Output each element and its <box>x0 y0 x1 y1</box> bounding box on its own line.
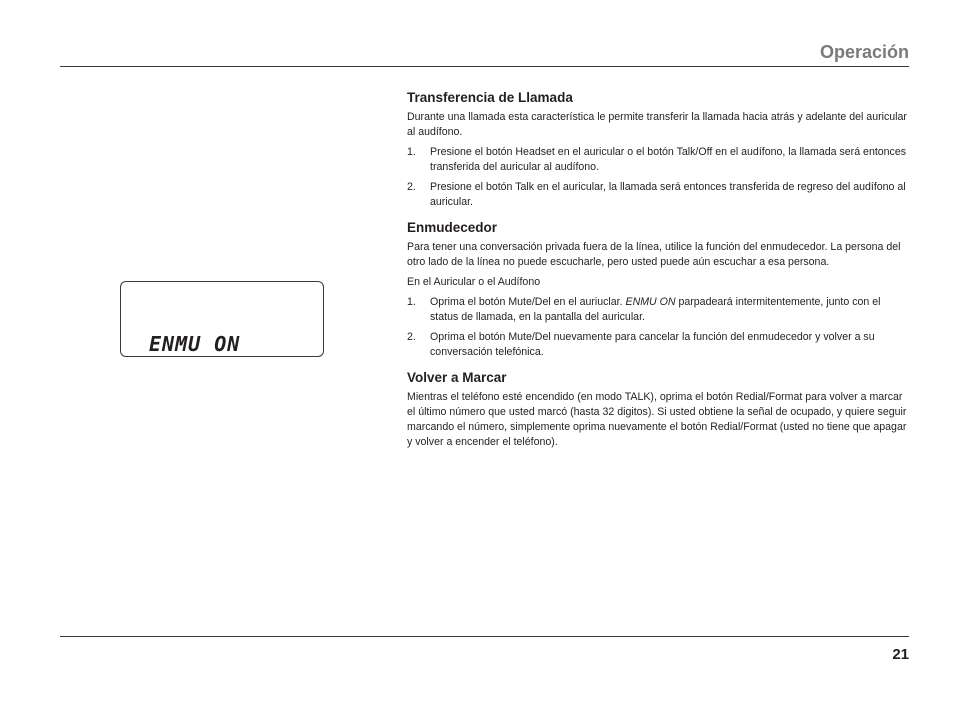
step-text: Presione el botón Headset en el auricular o el botón Talk/Off en el audífono, la llamada será entonces transferida del auricular al audífono. <box>430 146 907 173</box>
section-call-transfer <box>407 89 909 210</box>
section-intro: Durante una llamada esta característica le permite transferir la llamada hacia atrás y adelante del auricular al audífono. <box>407 111 907 138</box>
footer-divider <box>60 636 909 637</box>
section-title: Volver a Marcar <box>407 370 507 385</box>
step-text <box>430 296 880 323</box>
step-number: 1. <box>407 146 416 158</box>
section-redial <box>407 369 909 450</box>
page-number: 21 <box>892 646 909 663</box>
step-number: 1. <box>407 296 416 308</box>
section-intro: Mientras el teléfono esté encendido (en modo TALK), oprima el botón Redial/Format para volver a marcar el último número que usted marcó (hasta 32 digitos). Si usted obtiene la señal de ocupado, y quiere seguir marcando el número, simplemente oprima nuevamente el botón Redial/Format (usted no tiene que apagar y volver a encender el teléfono). <box>407 391 907 448</box>
list-item <box>407 330 909 360</box>
list-item <box>407 295 909 325</box>
lcd-display-illustration <box>120 281 324 357</box>
section-title: Enmudecedor <box>407 220 498 235</box>
steps-list <box>407 295 909 360</box>
section-title: Transferencia de Llamada <box>407 90 573 105</box>
step-text-before: Oprima el botón Mute/Del en el auriuclar. <box>430 296 626 308</box>
section-mute <box>407 219 909 360</box>
main-content <box>407 89 909 459</box>
page-header-title: Operación <box>819 42 909 62</box>
step-text: Presione el botón Talk en el auricular, la llamada será entonces transferida de regreso del audífono al auricular. <box>430 181 906 208</box>
step-number: 2. <box>407 331 416 343</box>
section-intro: Para tener una conversación privada fuera de la línea, utilice la función del enmudecedor. La persona del otro lado de la línea no puede escucharle, pero usted puede aún escuchar a esa persona. <box>407 241 901 268</box>
header-divider <box>60 66 909 67</box>
step-text-display-term: ENMU ON <box>625 296 676 308</box>
list-item <box>407 180 909 210</box>
step-text: Oprima el botón Mute/Del nuevamente para cancelar la función del enmudecedor y volver a su conversación telefónica. <box>430 331 875 358</box>
steps-list <box>407 145 909 210</box>
lcd-display-text: ENMU ON <box>149 332 241 356</box>
section-subintro: En el Auricular o el Audífono <box>407 276 541 288</box>
step-number: 2. <box>407 181 416 193</box>
step-text-after: parpadeará intermitentemente, junto con el status de llamada, en la pantalla del auricular. <box>430 296 881 323</box>
list-item <box>407 145 909 175</box>
